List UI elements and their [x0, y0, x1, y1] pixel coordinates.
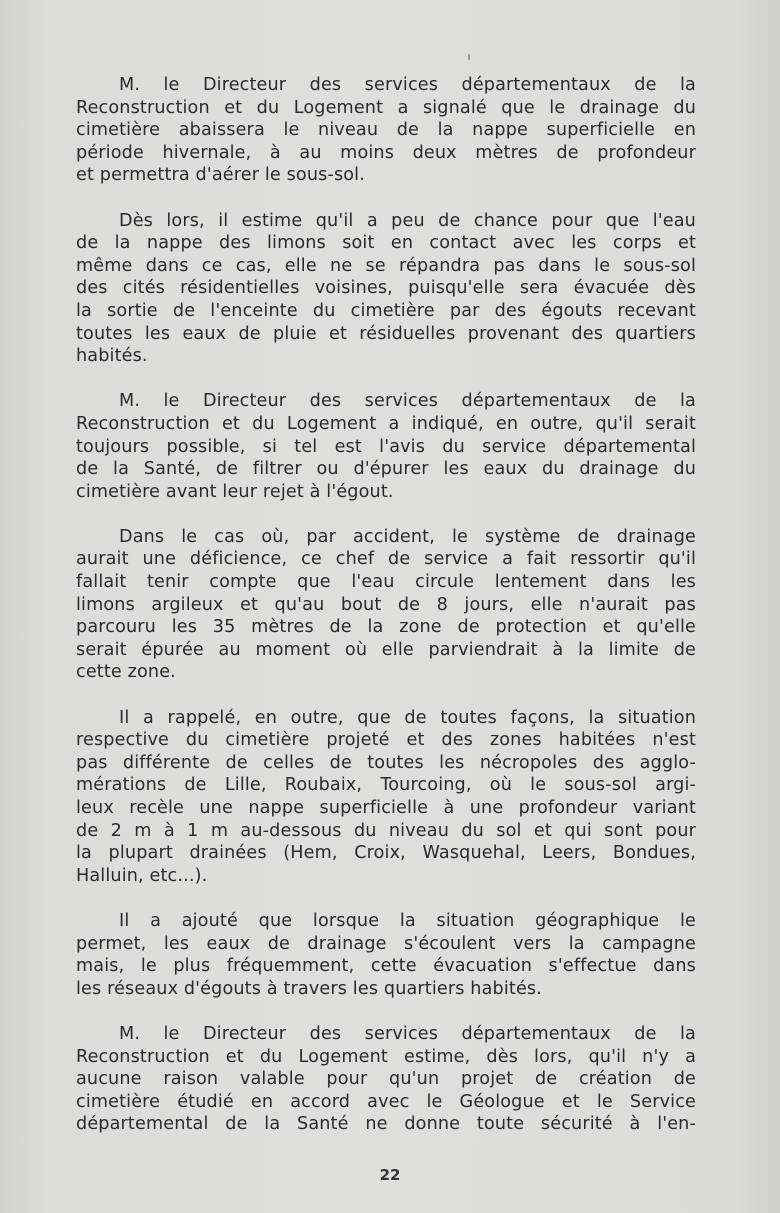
text-line: cimetière étudié en accord avec le Géologue et le Service [76, 1091, 696, 1112]
text-line: des cités résidentielles voisines, puisqu'elle sera évacuée dès [76, 278, 696, 299]
text-line: M. le Directeur des services départementaux de la [119, 391, 696, 412]
paragraph-4 [76, 526, 696, 684]
text-line: cimetière avant leur rejet à l'égout. [76, 481, 394, 502]
text-line: départemental de la Santé ne donne toute sécurité à l'en- [76, 1114, 696, 1135]
text-line: habités. [76, 346, 148, 367]
text-line: aurait une déficience, ce chef de service a fait ressortir qu'il [76, 549, 696, 570]
text-line: permet, les eaux de drainage s'écoulent vers la campagne [76, 933, 696, 954]
page-number: 22 [379, 1166, 401, 1184]
text-line: la sortie de l'enceinte du cimetière par des égouts recevant [76, 300, 696, 321]
text-line: M. le Directeur des services départementaux de la [119, 1023, 696, 1044]
text-line: cette zone. [76, 662, 176, 683]
paragraph-3 [76, 390, 696, 503]
text-line: Il a rappelé, en outre, que de toutes façons, la situation [119, 707, 696, 728]
text-line: de la Santé, de filtrer ou d'épurer les eaux du drainage du [76, 459, 696, 480]
text-line: même dans ce cas, elle ne se répandra pas dans le sous-sol [76, 255, 696, 276]
text-line: la plupart drainées (Hem, Croix, Wasquehal, Leers, Bondues, [76, 843, 696, 864]
text-line: leux recèle une nappe superficielle à une profondeur variant [76, 798, 696, 818]
text-line: respective du cimetière projeté et des zones habitées n'est [76, 730, 696, 751]
text-line: Il a ajouté que lorsque la situation géographique le [119, 910, 696, 931]
text-line: M. le Directeur des services départementaux de la [119, 75, 696, 95]
text-line: Dans le cas où, par accident, le système de drainage [119, 526, 696, 547]
text-line: de la nappe des limons soit en contact avec les corps et [76, 233, 696, 254]
text-line: limons argileux et qu'au bout de 8 jours, elle n'aurait pas [76, 594, 696, 615]
paper-speck [468, 54, 470, 60]
text-line: cimetière abaissera le niveau de la nappe superficielle en [76, 120, 696, 141]
text-line: Dès lors, il estime qu'il a peu de chance pour que l'eau [119, 210, 696, 231]
text-line: toutes les eaux de pluie et résiduelles provenant des quartiers [76, 323, 696, 344]
text-line: Reconstruction et du Logement a indiqué, en outre, qu'il serait [76, 413, 696, 434]
text-line: Reconstruction et du Logement estime, dès lors, qu'il n'y a [76, 1046, 696, 1067]
paragraph-5 [76, 707, 696, 888]
text-line: et permettra d'aérer le sous-sol. [76, 165, 365, 186]
text-line: toujours possible, si tel est l'avis du service départemental [76, 436, 696, 457]
paragraph-7 [76, 1023, 696, 1136]
text-line: Halluin, etc...). [76, 865, 208, 886]
text-line: mérations de Lille, Roubaix, Tourcoing, où le sous-sol argi- [76, 775, 696, 796]
text-line: parcouru les 35 mètres de la zone de protection et qu'elle [76, 617, 696, 638]
text-line: les réseaux d'égouts à travers les quartiers habités. [76, 978, 542, 999]
text-line: mais, le plus fréquemment, cette évacuation s'effectue dans [76, 956, 696, 977]
paragraph-2 [76, 210, 696, 368]
text-line: de 2 m à 1 m au-dessous du niveau du sol et qui sont pour [76, 820, 696, 841]
text-line: période hivernale, à au moins deux mètres de profondeur [76, 142, 696, 163]
text-line: Reconstruction et du Logement a signalé que le drainage du [76, 97, 696, 118]
paragraph-6 [76, 910, 696, 1000]
paragraph-1 [76, 74, 696, 187]
body-text [76, 74, 696, 1159]
text-line: pas différente de celles de toutes les nécropoles des agglo- [76, 752, 696, 773]
text-line: fallait tenir compte que l'eau circule lentement dans les [76, 572, 696, 593]
text-line: serait épurée au moment où elle parviendrait à la limite de [76, 639, 696, 660]
text-line: aucune raison valable pour qu'un projet de création de [76, 1069, 696, 1090]
